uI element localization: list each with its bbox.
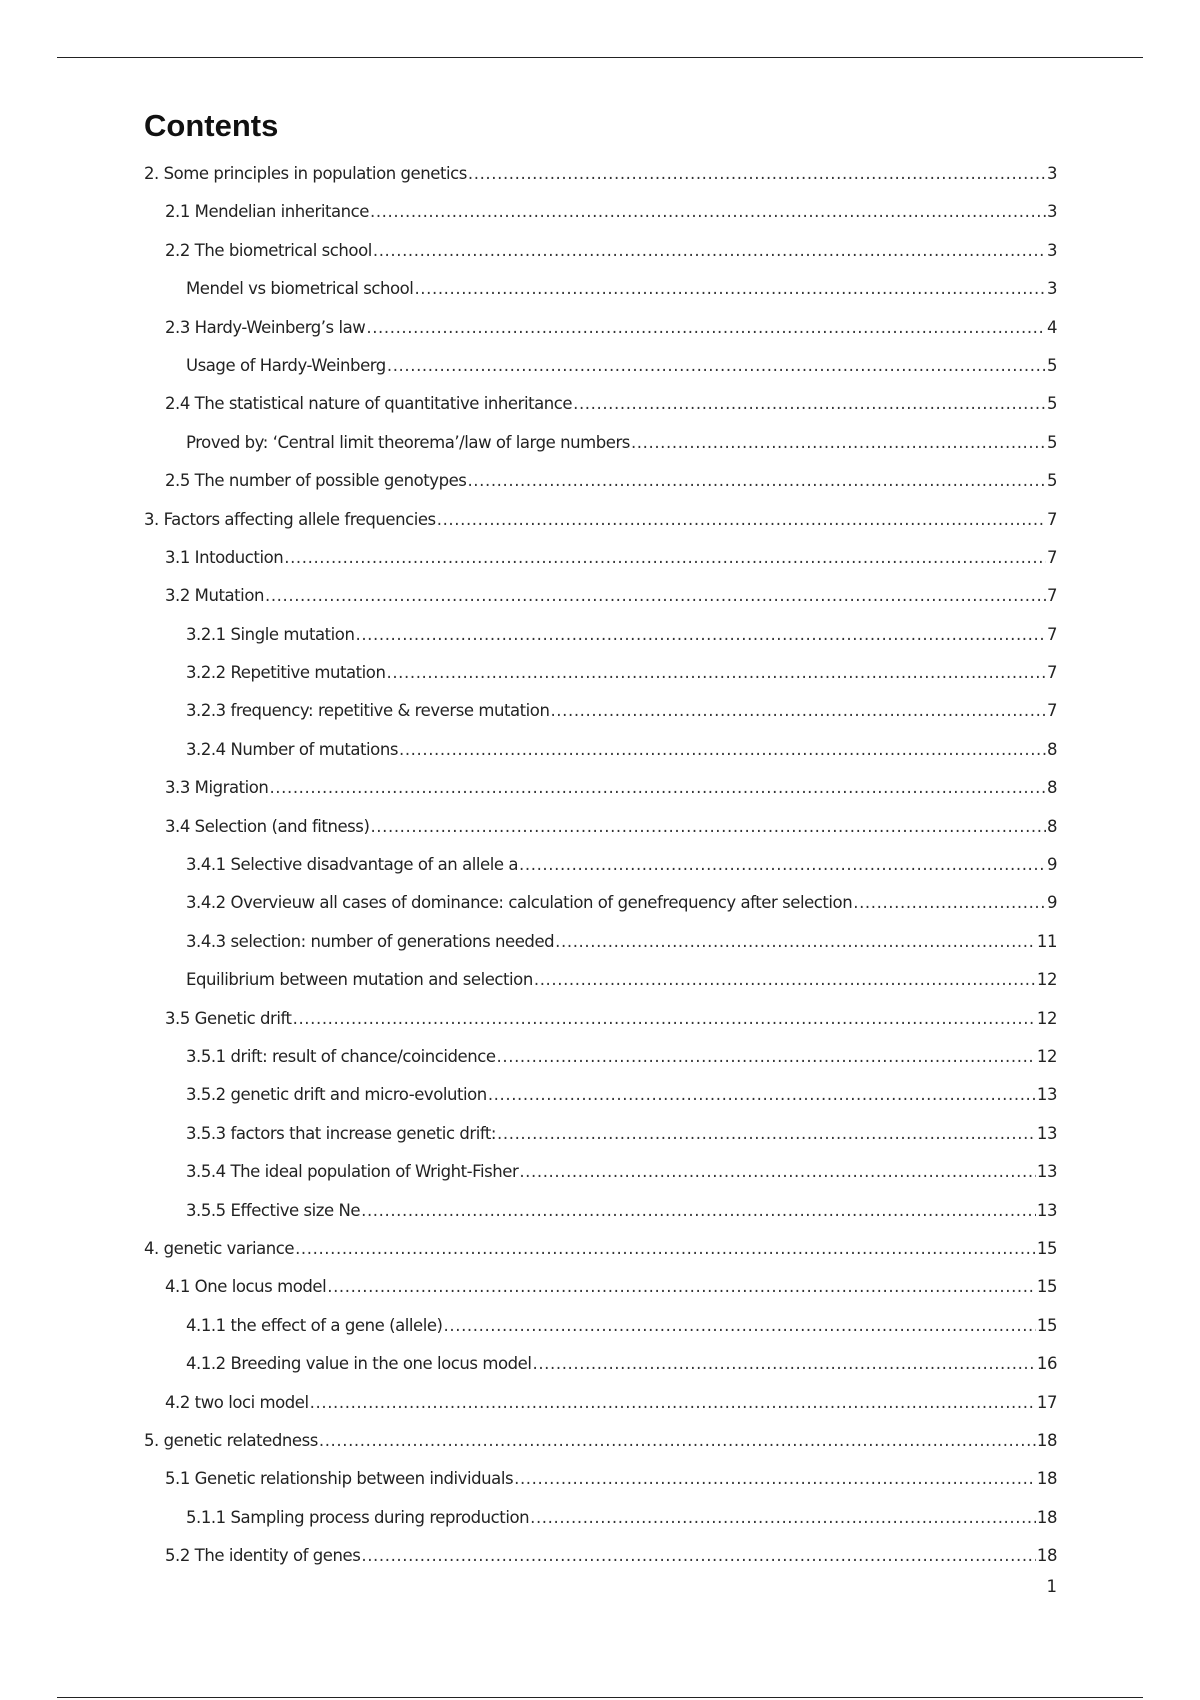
toc-entry-page: 3 bbox=[1046, 164, 1057, 183]
toc-entry-page: 5 bbox=[1046, 432, 1057, 452]
toc-entry-page: 13 bbox=[1036, 1162, 1057, 1182]
dot-leader bbox=[530, 1499, 1036, 1537]
toc-entry[interactable] bbox=[144, 769, 1057, 807]
toc-entry-title: 3.4.3 selection: number of generations needed bbox=[186, 931, 555, 951]
dot-leader bbox=[366, 309, 1046, 347]
toc-entry-title: 3. Factors affecting allele frequencies bbox=[144, 509, 436, 529]
dot-leader bbox=[361, 1192, 1036, 1230]
dot-leader bbox=[519, 1153, 1036, 1191]
toc-entry-page: 15 bbox=[1036, 1277, 1057, 1297]
toc-entry[interactable] bbox=[144, 1384, 1057, 1422]
dot-leader bbox=[370, 808, 1045, 846]
toc-entry-title: 4.1 One locus model bbox=[165, 1277, 327, 1297]
toc-entry-title: 5.1 Genetic relationship between individuals bbox=[165, 1469, 514, 1489]
toc-entry[interactable] bbox=[144, 731, 1057, 769]
toc-entry[interactable] bbox=[144, 1153, 1057, 1191]
toc-entry[interactable] bbox=[144, 1038, 1057, 1076]
toc-entry-page: 7 bbox=[1046, 663, 1057, 683]
toc-entry-page: 3 bbox=[1046, 240, 1057, 260]
toc-entry[interactable] bbox=[144, 501, 1057, 539]
dot-leader bbox=[497, 1038, 1036, 1076]
dot-leader bbox=[488, 1076, 1036, 1114]
toc-entry-title: 2.4 The statistical nature of quantitative inheritance bbox=[165, 394, 573, 414]
toc-entry-title: 4.1.2 Breeding value in the one locus model bbox=[186, 1354, 532, 1374]
toc-entry-title: 5.1.1 Sampling process during reproduction bbox=[186, 1507, 530, 1527]
page-number: 1 bbox=[1046, 1577, 1057, 1596]
dot-leader bbox=[295, 1230, 1036, 1268]
dot-leader bbox=[293, 1000, 1036, 1038]
dot-leader bbox=[370, 193, 1046, 231]
dot-leader bbox=[284, 539, 1046, 577]
dot-leader bbox=[437, 501, 1046, 539]
toc-entry[interactable] bbox=[144, 1230, 1057, 1268]
toc-entry-page: 13 bbox=[1036, 1085, 1057, 1105]
toc-entry-title: 3.2.3 frequency: repetitive & reverse mutation bbox=[186, 701, 550, 721]
toc-entry[interactable] bbox=[144, 1422, 1057, 1460]
toc-entry-title: 3.5.5 Effective size Ne bbox=[186, 1200, 361, 1220]
dot-leader bbox=[387, 347, 1046, 385]
toc-entry-page: 4 bbox=[1046, 317, 1057, 337]
toc-entry[interactable] bbox=[144, 961, 1057, 999]
toc-entry[interactable] bbox=[144, 232, 1057, 270]
toc-entry-title: 3.1 Intoduction bbox=[165, 547, 284, 567]
toc-entry-page: 12 bbox=[1036, 1008, 1057, 1028]
toc-entry-title: 5.2 The identity of genes bbox=[165, 1546, 361, 1566]
dot-leader bbox=[467, 462, 1045, 500]
toc-entry[interactable] bbox=[144, 1115, 1057, 1153]
dot-leader bbox=[444, 1307, 1036, 1345]
toc-entry[interactable] bbox=[144, 1268, 1057, 1306]
toc-entry-page: 15 bbox=[1036, 1315, 1057, 1335]
toc-entry-page: 13 bbox=[1036, 1123, 1057, 1143]
dot-leader bbox=[269, 769, 1046, 807]
toc-entry-page: 3 bbox=[1046, 279, 1057, 299]
toc-entry-title: 3.5.3 factors that increase genetic drift: bbox=[186, 1123, 497, 1143]
toc-entry[interactable] bbox=[144, 270, 1057, 308]
toc-entry-title: 4. genetic variance bbox=[144, 1238, 295, 1258]
toc-entry-title: 5. genetic relatedness bbox=[144, 1430, 318, 1450]
toc-entry-title: 3.2.4 Number of mutations bbox=[186, 739, 398, 759]
toc-entry-title: 3.5 Genetic drift bbox=[165, 1008, 292, 1028]
toc-entry-title: 3.2.2 Repetitive mutation bbox=[186, 663, 386, 683]
toc-entry-title: 4.1.1 the effect of a gene (allele) bbox=[186, 1315, 443, 1335]
toc-entry[interactable] bbox=[144, 539, 1057, 577]
dot-leader bbox=[265, 577, 1046, 615]
toc-entry-page: 9 bbox=[1046, 893, 1057, 913]
toc-entry-title: Mendel vs biometrical school bbox=[186, 279, 414, 299]
toc-entry-page: 9 bbox=[1046, 855, 1057, 875]
toc-entry[interactable] bbox=[144, 462, 1057, 500]
toc-entry-page: 5 bbox=[1046, 394, 1057, 414]
table-of-contents bbox=[144, 155, 1057, 1575]
toc-entry-title: 3.5.1 drift: result of chance/coincidence bbox=[186, 1046, 496, 1066]
toc-entry-title: 3.2.1 Single mutation bbox=[186, 624, 355, 644]
toc-entry-title: 3.3 Migration bbox=[165, 778, 269, 798]
toc-entry[interactable] bbox=[144, 846, 1057, 884]
header-rule bbox=[57, 57, 1143, 58]
toc-entry-title: 3.4.2 Overvieuw all cases of dominance: calculation of genefrequency after selection bbox=[186, 893, 853, 913]
toc-entry-page: 8 bbox=[1046, 739, 1057, 759]
toc-entry-page: 12 bbox=[1036, 1046, 1057, 1066]
toc-entry[interactable] bbox=[144, 692, 1057, 730]
toc-entry-page: 17 bbox=[1036, 1392, 1057, 1412]
toc-entry-title: 3.4.1 Selective disadvantage of an allele a bbox=[186, 855, 519, 875]
dot-leader bbox=[386, 654, 1045, 692]
dot-leader bbox=[519, 846, 1046, 884]
toc-entry[interactable] bbox=[144, 1076, 1057, 1114]
toc-entry-page: 18 bbox=[1036, 1430, 1057, 1450]
dot-leader bbox=[534, 961, 1036, 999]
toc-entry-page: 7 bbox=[1046, 547, 1057, 567]
toc-entry-title: 3.5.4 The ideal population of Wright-Fisher bbox=[186, 1162, 519, 1182]
dot-leader bbox=[631, 424, 1046, 462]
dot-leader bbox=[550, 692, 1045, 730]
toc-entry-title: 4.2 two loci model bbox=[165, 1392, 309, 1412]
toc-entry-page: 7 bbox=[1046, 624, 1057, 644]
toc-entry[interactable] bbox=[144, 1307, 1057, 1345]
dot-leader bbox=[555, 923, 1036, 961]
toc-entry-title: Equilibrium between mutation and selection bbox=[186, 970, 533, 990]
toc-entry-page: 7 bbox=[1046, 586, 1057, 606]
dot-leader bbox=[361, 1537, 1036, 1575]
toc-entry-page: 12 bbox=[1036, 970, 1057, 990]
dot-leader bbox=[310, 1384, 1036, 1422]
toc-entry[interactable] bbox=[144, 1000, 1057, 1038]
toc-entry-page: 5 bbox=[1046, 471, 1057, 491]
dot-leader bbox=[327, 1268, 1036, 1306]
toc-entry[interactable] bbox=[144, 1460, 1057, 1498]
toc-entry-title: Proved by: ‘Central limit theorema’/law of large numbers bbox=[186, 432, 630, 452]
toc-entry[interactable] bbox=[144, 193, 1057, 231]
toc-entry-title: 2.3 Hardy-Weinberg’s law bbox=[165, 317, 366, 337]
toc-entry-page: 8 bbox=[1046, 816, 1057, 836]
toc-entry-page: 5 bbox=[1046, 355, 1057, 375]
dot-leader bbox=[514, 1460, 1036, 1498]
dot-leader bbox=[853, 884, 1046, 922]
toc-entry[interactable] bbox=[144, 1537, 1057, 1575]
toc-entry-page: 15 bbox=[1036, 1238, 1057, 1258]
dot-leader bbox=[319, 1422, 1036, 1460]
toc-entry-title: 3.4 Selection (and fitness) bbox=[165, 816, 370, 836]
toc-entry-page: 18 bbox=[1036, 1546, 1057, 1566]
toc-entry-page: 7 bbox=[1046, 509, 1057, 529]
toc-entry-page: 18 bbox=[1036, 1469, 1057, 1489]
dot-leader bbox=[573, 385, 1046, 423]
contents-heading: Contents bbox=[144, 108, 279, 143]
dot-leader bbox=[414, 270, 1046, 308]
dot-leader bbox=[532, 1345, 1035, 1383]
dot-leader bbox=[355, 616, 1045, 654]
toc-entry-page: 16 bbox=[1036, 1354, 1057, 1374]
toc-entry[interactable] bbox=[144, 155, 1057, 193]
toc-entry[interactable] bbox=[144, 1499, 1057, 1537]
toc-entry[interactable] bbox=[144, 1192, 1057, 1230]
toc-entry[interactable] bbox=[144, 616, 1057, 654]
dot-leader bbox=[399, 731, 1046, 769]
toc-entry[interactable] bbox=[144, 654, 1057, 692]
toc-entry[interactable] bbox=[144, 808, 1057, 846]
toc-entry[interactable] bbox=[144, 1345, 1057, 1383]
toc-entry[interactable] bbox=[144, 577, 1057, 615]
toc-entry-page: 8 bbox=[1046, 778, 1057, 798]
toc-entry[interactable] bbox=[144, 424, 1057, 462]
toc-entry-page: 3 bbox=[1046, 202, 1057, 222]
toc-entry-title: 2. Some principles in population genetics bbox=[144, 164, 467, 183]
toc-entry-page: 11 bbox=[1036, 931, 1057, 951]
dot-leader bbox=[497, 1115, 1036, 1153]
toc-entry-page: 18 bbox=[1036, 1507, 1057, 1527]
dot-leader bbox=[373, 232, 1046, 270]
toc-entry[interactable] bbox=[144, 309, 1057, 347]
toc-entry[interactable] bbox=[144, 385, 1057, 423]
toc-entry[interactable] bbox=[144, 884, 1057, 922]
toc-entry-title: 2.1 Mendelian inheritance bbox=[165, 202, 369, 222]
toc-entry-title: 3.2 Mutation bbox=[165, 586, 264, 606]
dot-leader bbox=[468, 155, 1046, 193]
toc-entry-title: 2.5 The number of possible genotypes bbox=[165, 471, 467, 491]
toc-entry-title: 2.2 The biometrical school bbox=[165, 240, 372, 260]
toc-entry[interactable] bbox=[144, 347, 1057, 385]
footer-rule bbox=[57, 1697, 1143, 1698]
toc-entry-title: 3.5.2 genetic drift and micro-evolution bbox=[186, 1085, 487, 1105]
toc-entry[interactable] bbox=[144, 923, 1057, 961]
toc-entry-title: Usage of Hardy-Weinberg bbox=[186, 355, 386, 375]
toc-entry-page: 7 bbox=[1046, 701, 1057, 721]
toc-entry-page: 13 bbox=[1036, 1200, 1057, 1220]
